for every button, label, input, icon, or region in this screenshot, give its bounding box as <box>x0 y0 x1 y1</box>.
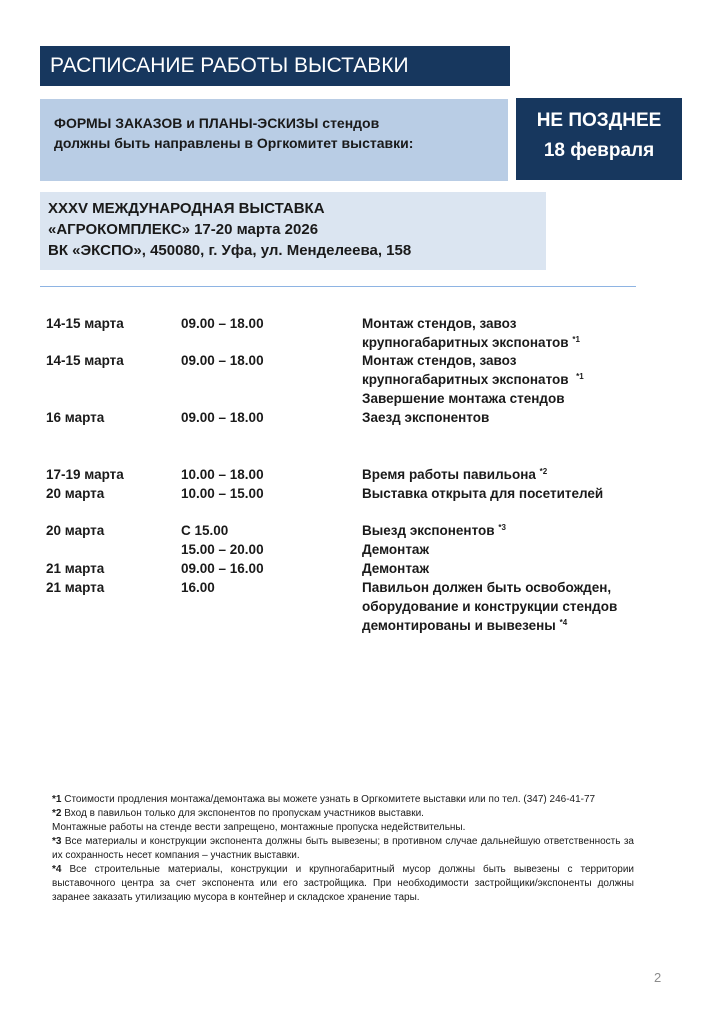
schedule-description-line: оборудование и конструкции стендов <box>362 599 618 614</box>
footnote-ref: *3 <box>498 523 506 532</box>
footnote-mark: *4 <box>52 864 62 875</box>
footnote-mark: *3 <box>52 836 62 847</box>
schedule-time: 09.00 – 16.00 <box>181 561 264 576</box>
order-notice-line-1: ФОРМЫ ЗАКАЗОВ и ПЛАНЫ-ЭСКИЗЫ стендов <box>54 115 380 131</box>
schedule-date: 21 марта <box>46 561 105 576</box>
section-divider <box>40 286 636 287</box>
schedule-description <box>362 559 429 578</box>
schedule-description-text: крупногабаритных экспонатов <box>362 372 569 387</box>
schedule-description-line: Павильон должен быть освобожден, <box>362 580 612 595</box>
schedule-date: 20 марта <box>46 486 105 501</box>
schedule-time: 10.00 – 15.00 <box>181 486 264 501</box>
footnote-text: Монтажные работы на стенде вести запрещено, монтажные пропуска недействительны. <box>52 822 466 833</box>
schedule-date: 14-15 марта <box>46 353 124 368</box>
schedule-description-line: Демонтаж <box>362 561 430 576</box>
schedule-time: 10.00 – 18.00 <box>181 467 264 482</box>
deadline-date: 18 февраля <box>543 140 655 161</box>
schedule-description-line: Заезд экспонентов <box>362 410 490 425</box>
schedule-description-line <box>362 333 580 352</box>
schedule-description <box>362 578 617 635</box>
schedule-time: 16.00 <box>181 580 215 595</box>
page-title: РАСПИСАНИЕ РАБОТЫ ВЫСТАВКИ <box>40 46 510 86</box>
schedule-time: 09.00 – 18.00 <box>181 316 264 331</box>
footnote-mark: *2 <box>52 808 62 819</box>
schedule-description <box>362 408 489 427</box>
footnotes <box>52 793 634 905</box>
schedule-description-line: Выставка открыта для посетителей <box>362 486 604 501</box>
schedule-description <box>362 351 584 408</box>
schedule-date: 21 марта <box>46 580 105 595</box>
schedule-description-line: Монтаж стендов, завоз <box>362 353 517 368</box>
schedule-description-line <box>362 521 506 540</box>
order-notice-line-2: должны быть направлены в Оргкомитет выставки: <box>54 135 414 151</box>
schedule-time: 15.00 – 20.00 <box>181 542 264 557</box>
schedule-date: 14-15 марта <box>46 316 124 331</box>
event-venue: ВК «ЭКСПО», 450080, г. Уфа, ул. Менделеева, 158 <box>48 242 412 259</box>
event-name: XXXV МЕЖДУНАРОДНАЯ ВЫСТАВКА <box>48 200 325 217</box>
schedule-description <box>362 314 580 352</box>
schedule-description-text: Выезд экспонентов <box>362 523 495 538</box>
page-number: 2 <box>654 970 662 985</box>
footnote-ref: *2 <box>539 467 548 476</box>
schedule-description-text: Время работы павильона <box>362 467 536 482</box>
schedule-description <box>362 540 429 559</box>
footnote-ref: *1 <box>572 335 580 344</box>
schedule-description-line: Монтаж стендов, завоз <box>362 316 517 331</box>
schedule-time: С 15.00 <box>181 523 229 538</box>
event-info-box <box>40 192 546 270</box>
footnote-text: Все материалы и конструкции экспонента должны быть вывезены; в противном случае дальнейшую ответственность за их сохранность несет компания – участник выставки. <box>52 836 634 861</box>
footnote <box>52 835 634 863</box>
footnote-text: Стоимости продления монтажа/демонтажа вы можете узнать в Оргкомитете выставки или по тел. (347) 246-41-77 <box>61 794 596 805</box>
schedule-date: 20 марта <box>46 523 105 538</box>
schedule-description <box>362 484 603 503</box>
footnote-ref: *1 <box>576 372 584 381</box>
footnote <box>52 807 634 821</box>
footnote <box>52 793 634 807</box>
order-forms-notice <box>40 99 508 181</box>
schedule-description-line <box>362 370 584 389</box>
schedule-description-line: Завершение монтажа стендов <box>362 391 565 406</box>
schedule-description-line <box>362 616 617 635</box>
schedule-description <box>362 465 547 484</box>
footnote <box>52 863 634 905</box>
deadline-line-1: НЕ ПОЗДНЕЕ <box>536 110 662 131</box>
footnote-text: Вход в павильон только для экспонентов по пропускам участников выставки. <box>61 808 424 819</box>
schedule-description <box>362 521 506 540</box>
schedule-time: 09.00 – 18.00 <box>181 353 264 368</box>
footnote <box>52 821 634 835</box>
footnote-ref: *4 <box>559 618 568 627</box>
schedule-description-text: крупногабаритных экспонатов <box>362 335 569 350</box>
schedule-time: 09.00 – 18.00 <box>181 410 264 425</box>
schedule-description-line: Демонтаж <box>362 542 430 557</box>
schedule-description-text: демонтированы и вывезены <box>362 618 556 633</box>
event-title-dates: «АГРОКОМПЛЕКС» 17-20 марта 2026 <box>48 221 319 238</box>
schedule-description-line <box>362 465 547 484</box>
schedule-date: 17-19 марта <box>46 467 124 482</box>
deadline-badge <box>516 98 682 180</box>
footnote-mark: *1 <box>52 794 62 805</box>
schedule-date: 16 марта <box>46 410 105 425</box>
footnote-text: Все строительные материалы, конструкции и крупногабаритный мусор должны быть вывезены с территории выставочного центра за счет экспонента или его застройщика. При необходимости застройщики/экспоненты должны заранее заказать утилизацию мусора в контейнер и складское хранение тары. <box>52 864 634 903</box>
